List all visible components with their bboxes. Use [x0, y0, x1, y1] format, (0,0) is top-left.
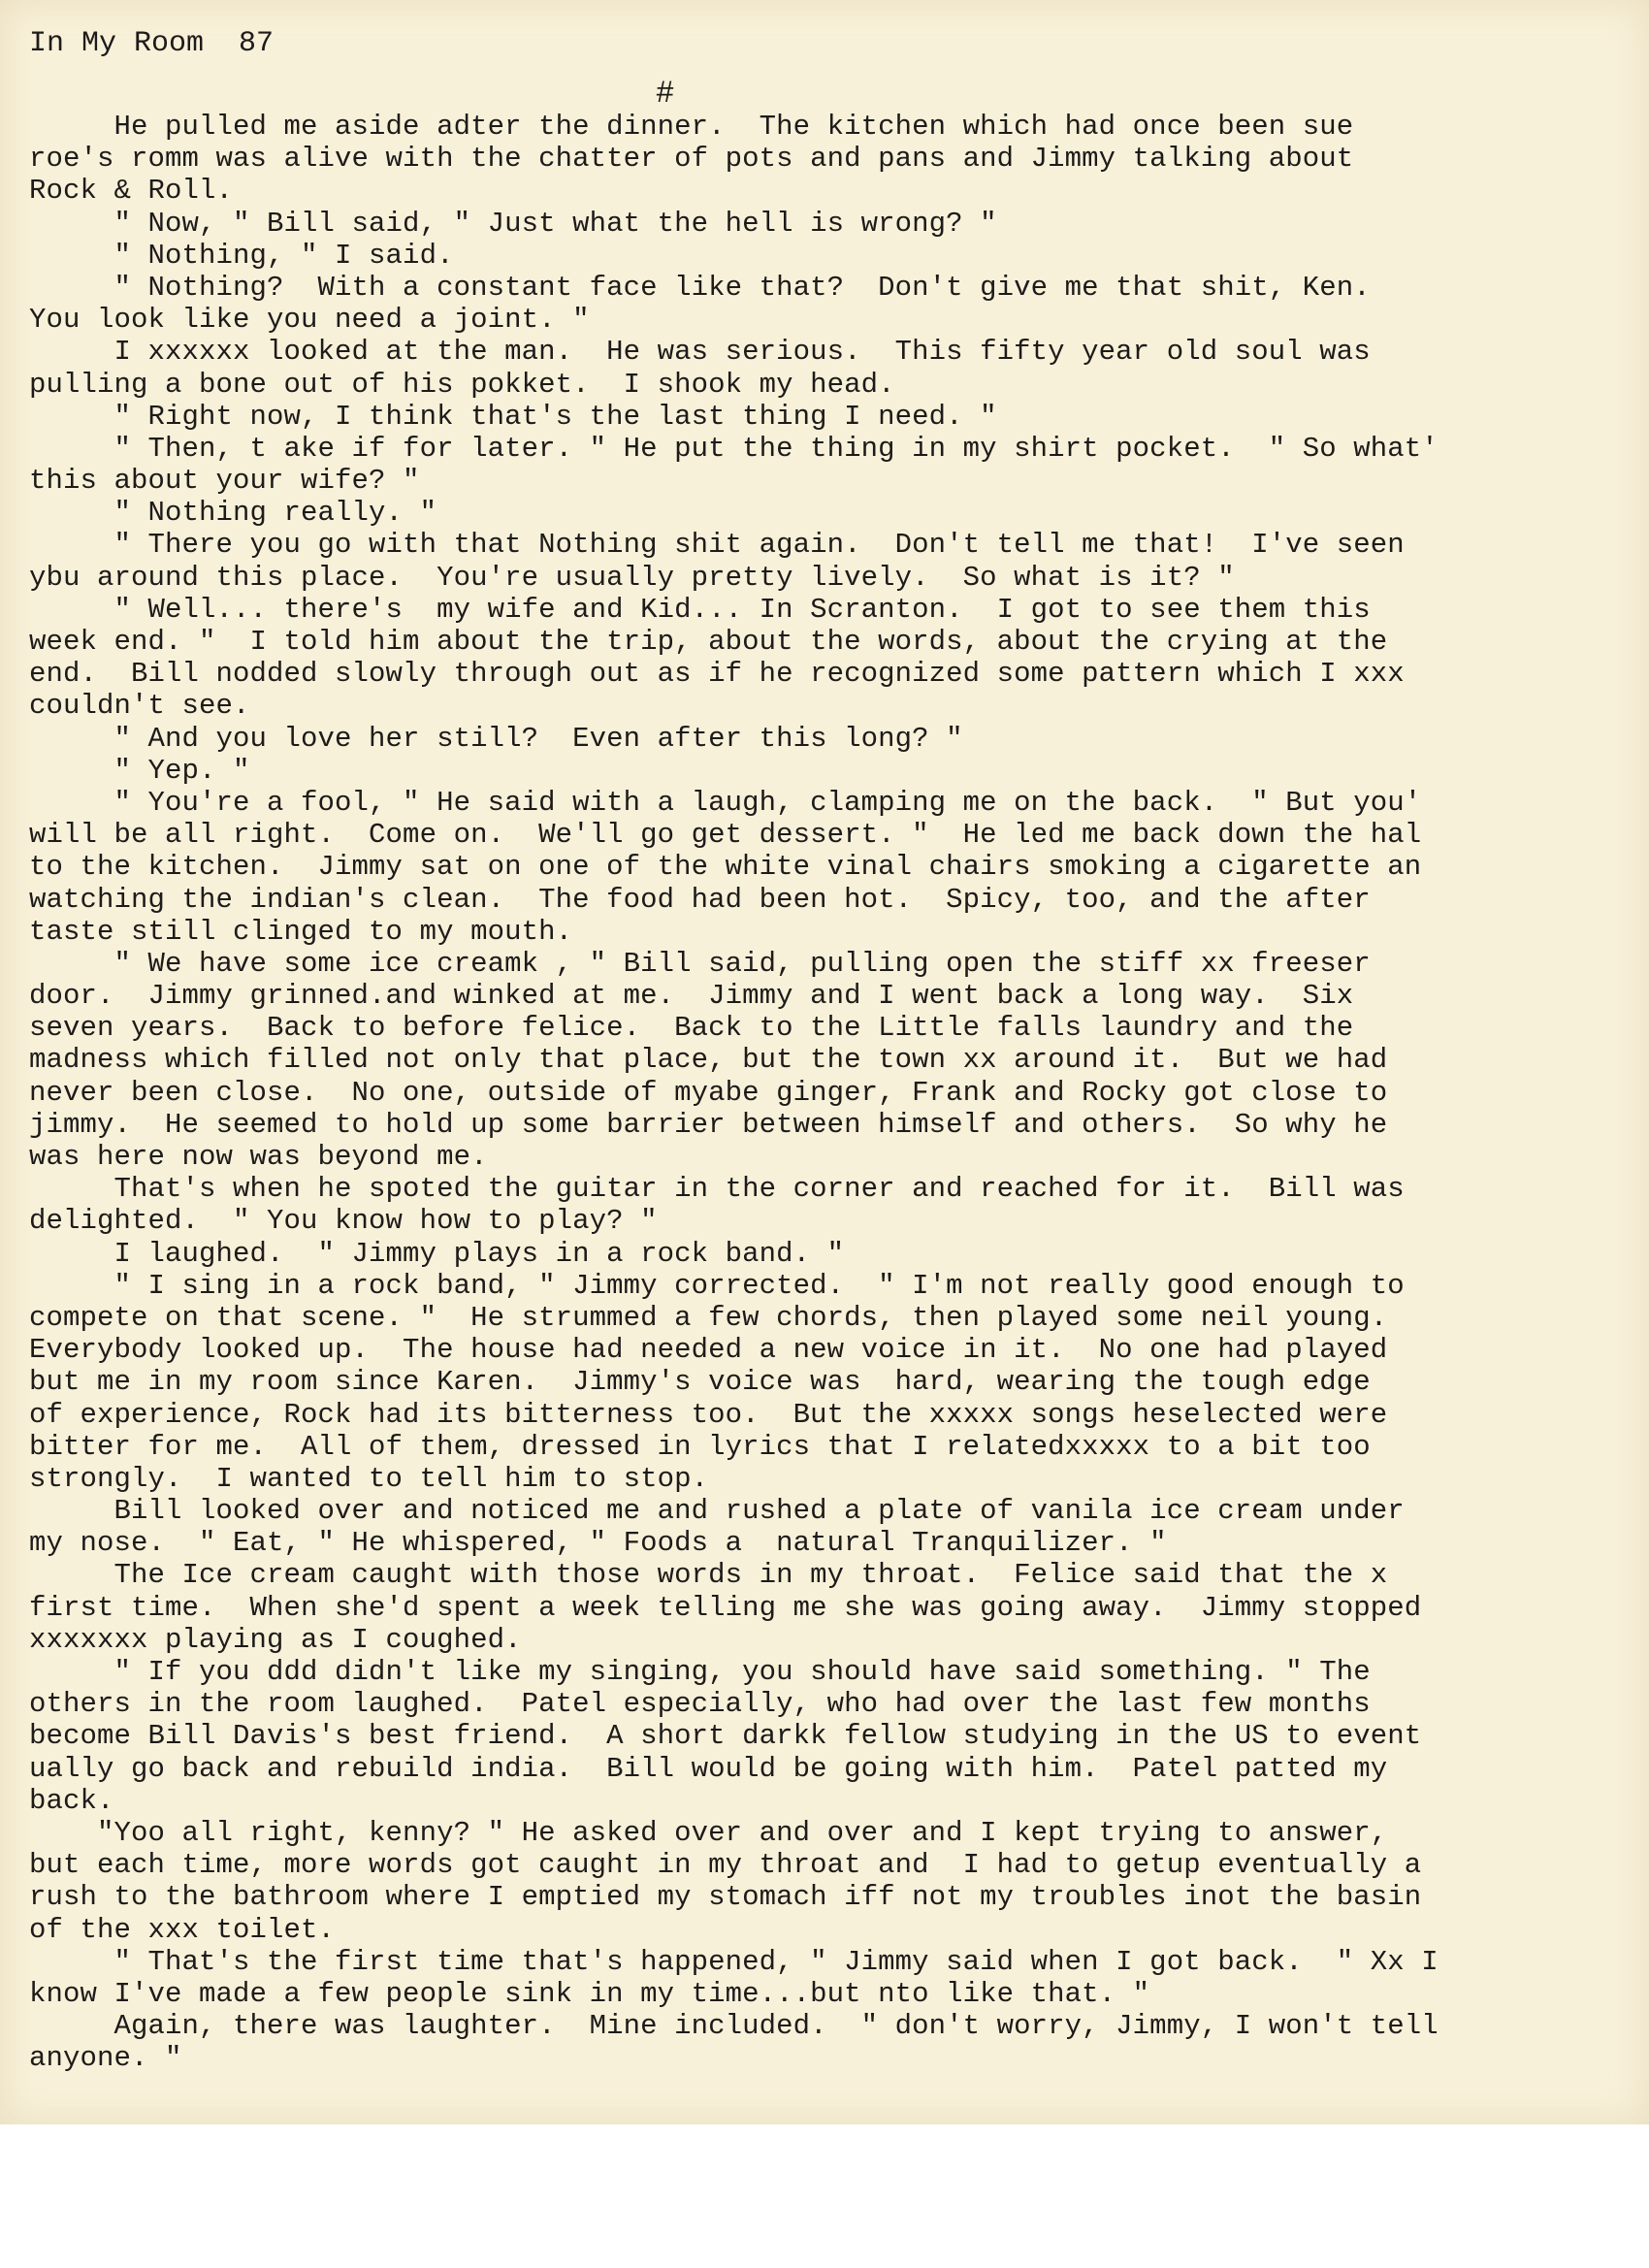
- text-line: " And you love her still? Even after this long? ": [29, 722, 963, 755]
- text-line: " Yep. ": [29, 754, 250, 787]
- text-line: " Now, " Bill said, " Just what the hell is wrong? ": [29, 207, 997, 240]
- text-line: my nose. " Eat, " He whispered, " Foods a natural Tranquilizer. ": [29, 1527, 1167, 1560]
- text-line: week end. " I told him about the trip, about the words, about the crying at the: [29, 626, 1388, 658]
- text-line: rush to the bathroom where I emptied my stomach iff not my troubles inot the basin: [29, 1881, 1422, 1914]
- text-line: will be all right. Come on. We'll go get dessert. " He led me back down the hal: [29, 819, 1422, 852]
- text-line: Bill looked over and noticed me and rushed a plate of vanila ice cream under: [29, 1495, 1405, 1528]
- text-line: That's when he spoted the guitar in the corner and reached for it. Bill was: [29, 1173, 1405, 1206]
- text-line: anyone. ": [29, 2042, 182, 2075]
- text-line: compete on that scene. " He strummed a few chords, then played some neil young.: [29, 1301, 1388, 1334]
- text-line: " Nothing? With a constant face like that? Don't give me that shit, Ken.: [29, 271, 1371, 304]
- page-margin-bottom: [0, 2124, 1649, 2268]
- text-line: " Nothing really. ": [29, 497, 437, 530]
- text-line: " There you go with that Nothing shit again. Don't tell me that! I've seen: [29, 529, 1405, 562]
- section-mark: #: [656, 76, 675, 112]
- text-line: first time. When she'd spent a week telling me she was going away. Jimmy stopped: [29, 1591, 1422, 1624]
- text-line: " We have some ice creamk , " Bill said, pulling open the stiff xx freeser: [29, 947, 1371, 980]
- text-line: xxxxxxx playing as I coughed.: [29, 1623, 522, 1656]
- text-line: " I sing in a rock band, " Jimmy corrected. " I'm not really good enough to: [29, 1269, 1405, 1302]
- text-line: jimmy. He seemed to hold up some barrier between himself and others. So why he: [29, 1108, 1388, 1141]
- text-line: seven years. Back to before felice. Back to the Little falls laundry and the: [29, 1012, 1354, 1045]
- text-line: of the xxx toilet.: [29, 1913, 336, 1946]
- text-line: " Well... there's my wife and Kid... In Scranton. I got to see them this: [29, 593, 1371, 626]
- text-line: delighted. " You know how to play? ": [29, 1205, 658, 1238]
- text-line: roe's romm was alive with the chatter of pots and pans and Jimmy talking about: [29, 143, 1354, 176]
- text-line: "Yoo all right, kenny? " He asked over and over and I kept trying to answer,: [29, 1816, 1388, 1849]
- text-line: to the kitchen. Jimmy sat on one of the white vinal chairs smoking a cigarette an: [29, 851, 1422, 884]
- text-line: I laughed. " Jimmy plays in a rock band. ": [29, 1237, 845, 1270]
- text-line: door. Jimmy grinned.and winked at me. Jimmy and I went back a long way. Six: [29, 980, 1354, 1013]
- text-line: become Bill Davis's best friend. A short darkk fellow studying in the US to event: [29, 1720, 1422, 1753]
- text-line: bitter for me. All of them, dressed in lyrics that I relatedxxxxx to a bit too: [29, 1430, 1371, 1463]
- text-line: " That's the first time that's happened, " Jimmy said when I got back. " Xx I: [29, 1945, 1439, 1978]
- text-line: end. Bill nodded slowly through out as if he recognized some pattern which I xxx: [29, 658, 1405, 691]
- text-line: but me in my room since Karen. Jimmy's voice was hard, wearing the tough edge: [29, 1366, 1371, 1399]
- text-line: others in the room laughed. Patel especially, who had over the last few months: [29, 1688, 1371, 1721]
- text-line: You look like you need a joint. ": [29, 304, 590, 337]
- text-line: was here now was beyond me.: [29, 1141, 488, 1173]
- text-line: " If you ddd didn't like my singing, you should have said something. " The: [29, 1656, 1371, 1688]
- text-line: know I've made a few people sink in my time...but nto like that. ": [29, 1977, 1150, 2010]
- text-line: this about your wife? ": [29, 465, 420, 498]
- text-line: back.: [29, 1784, 114, 1817]
- text-line: Rock & Roll.: [29, 175, 234, 208]
- text-line: taste still clinged to my mouth.: [29, 915, 573, 948]
- text-line: madness which filled not only that place, but the town xx around it. But we had: [29, 1044, 1388, 1077]
- text-line: " Then, t ake if for later. " He put the thing in my shirt pocket. " So what': [29, 432, 1439, 465]
- text-line: ybu around this place. You're usually pretty lively. So what is it? ": [29, 561, 1235, 594]
- manuscript-body: [29, 111, 1639, 2074]
- running-head: In My Room 87: [29, 27, 275, 60]
- text-line: Everybody looked up. The house had needed a new voice in it. No one had played: [29, 1334, 1388, 1367]
- text-line: " Right now, I think that's the last thing I need. ": [29, 400, 997, 433]
- text-line: watching the indian's clean. The food had been hot. Spicy, too, and the after: [29, 883, 1371, 916]
- text-line: strongly. I wanted to tell him to stop.: [29, 1462, 709, 1495]
- text-line: He pulled me aside adter the dinner. The kitchen which had once been sue: [29, 111, 1354, 143]
- text-line: but each time, more words got caught in my throat and I had to getup eventually a: [29, 1849, 1422, 1882]
- text-line: The Ice cream caught with those words in my throat. Felice said that the x: [29, 1559, 1388, 1592]
- text-line: of experience, Rock had its bitterness too. But the xxxxx songs heselected were: [29, 1398, 1388, 1431]
- text-line: never been close. No one, outside of myabe ginger, Frank and Rocky got close to: [29, 1076, 1388, 1109]
- text-line: " You're a fool, " He said with a laugh, clamping me on the back. " But you': [29, 786, 1422, 819]
- text-line: I xxxxxx looked at the man. He was serious. This fifty year old soul was: [29, 336, 1371, 369]
- text-line: " Nothing, " I said.: [29, 239, 454, 272]
- text-line: couldn't see.: [29, 690, 250, 723]
- text-line: ually go back and rebuild india. Bill would be going with him. Patel patted my: [29, 1752, 1388, 1785]
- text-line: pulling a bone out of his pokket. I shook my head.: [29, 368, 895, 401]
- text-line: Again, there was laughter. Mine included. " don't worry, Jimmy, I won't tell: [29, 2010, 1439, 2043]
